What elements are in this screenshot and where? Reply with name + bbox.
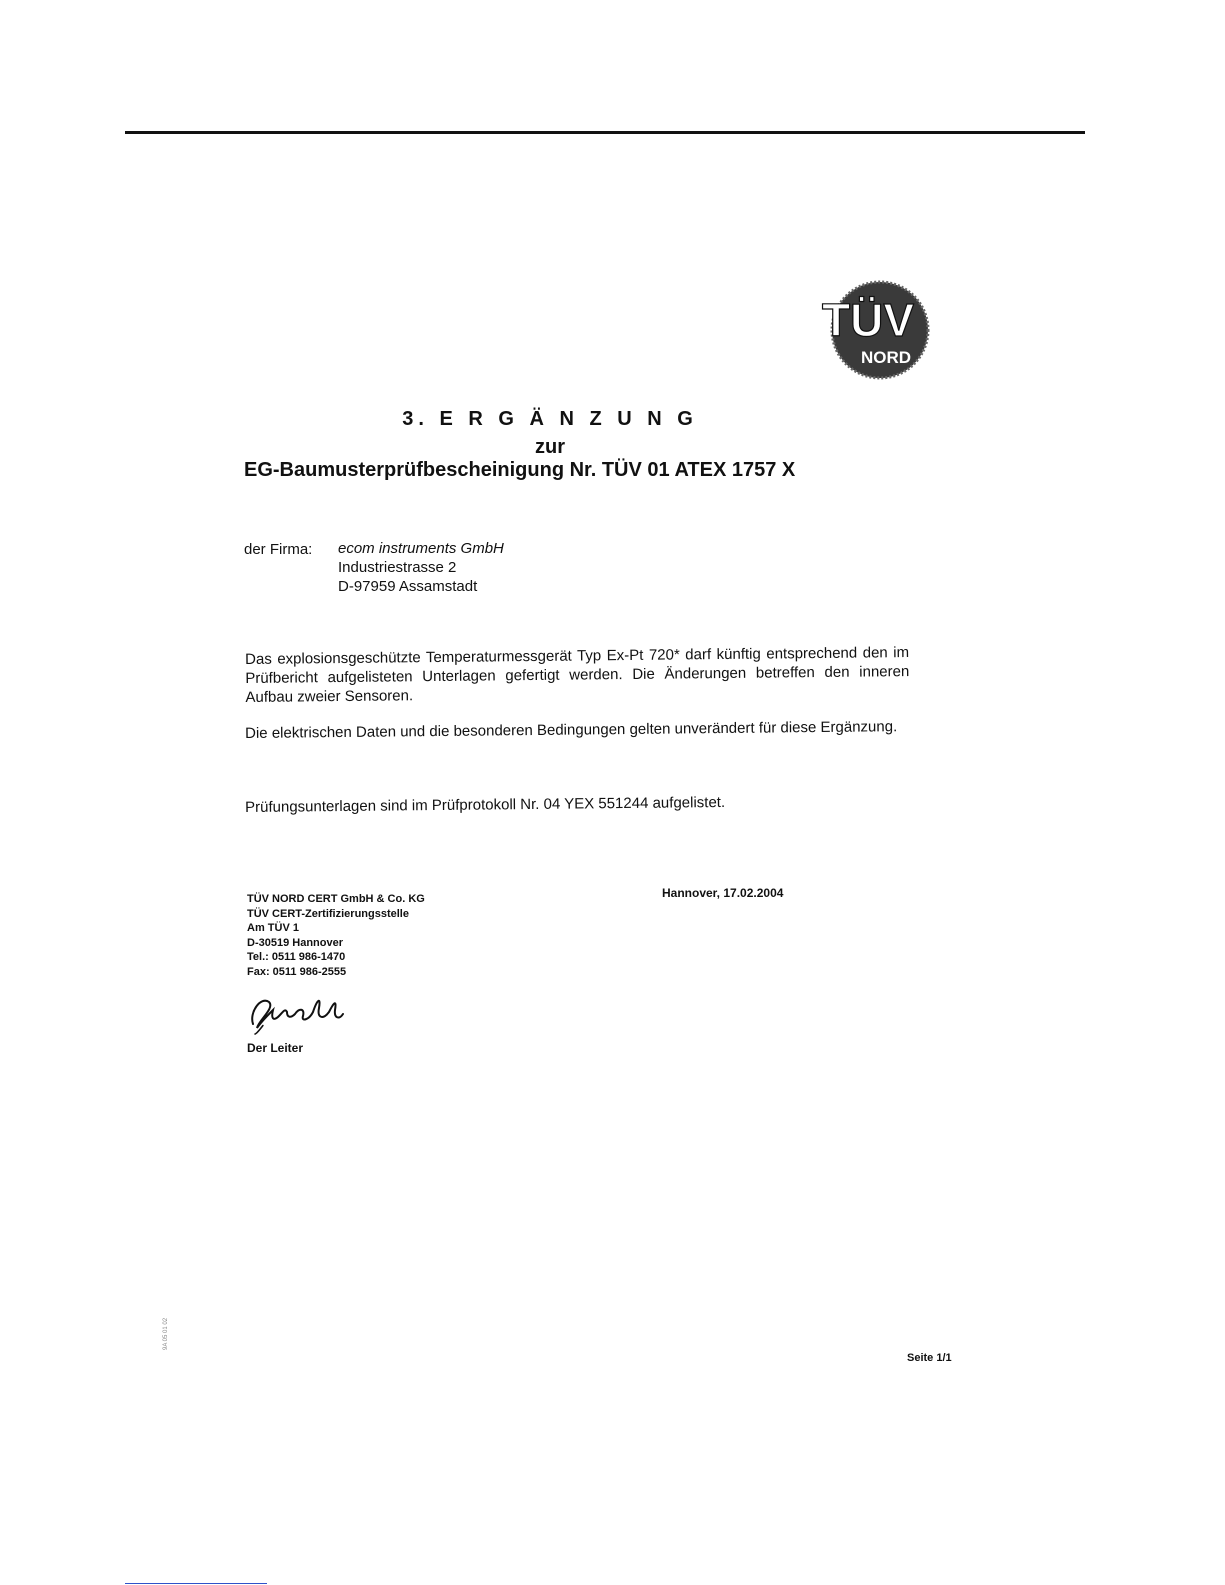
issuer-line: Tel.: 0511 986-1470 [247, 951, 346, 963]
issuer-block [247, 892, 425, 979]
issuer-line: TÜV CERT-Zertifizierungsstelle [247, 907, 409, 920]
body-paragraph-1: Das explosionsgeschützte Temperaturmessgerät Typ Ex-Pt 720* darf künftig entsprechend den im Prüfbericht aufgelisteten Unterlagen gefertigt werden. Die Änderungen betreffen den inneren Aufbau zweier Sensoren. [245, 644, 910, 706]
company-name: ecom instruments GmbH [338, 540, 504, 557]
company-street: Industriestrasse 2 [338, 559, 457, 576]
tuv-nord-logo [818, 274, 932, 380]
company-city: D-97959 Assamstadt [338, 578, 478, 595]
issuer-line: TÜV NORD CERT GmbH & Co. KG [247, 893, 425, 905]
issuer-line: Am TÜV 1 [247, 922, 299, 934]
form-code: 9A 05 01 02 [163, 1317, 169, 1350]
title-line-3: EG-Baumusterprüfbescheinigung Nr. TÜV 01 ATEX 1757 X [244, 459, 796, 481]
title-line-2: zur [535, 436, 565, 458]
page-number: Seite 1/1 [907, 1352, 952, 1364]
firma-address [338, 539, 504, 596]
svg-text:TÜV: TÜV [822, 294, 914, 346]
svg-text:NORD: NORD [860, 348, 912, 367]
title-line-1: 3. E R G Ä N Z U N G [402, 408, 698, 430]
signature-role: Der Leiter [247, 1041, 304, 1055]
bottom-rule [125, 1583, 267, 1584]
issuer-line: Fax: 0511 986-2555 [247, 965, 347, 978]
body-paragraph-3: Prüfungsunterlagen sind im Prüfprotokoll Nr. 04 YEX 551244 aufgelistet. [245, 793, 726, 816]
issuer-line: D-30519 Hannover [247, 936, 343, 949]
top-rule [125, 131, 1085, 134]
body-paragraph-2: Die elektrischen Daten und die besonderen Bedingungen gelten unverändert für diese Ergänzung. [245, 718, 898, 742]
firma-label: der Firma: [244, 541, 313, 558]
signature [247, 990, 347, 1036]
issue-date: Hannover, 17.02.2004 [662, 886, 784, 900]
